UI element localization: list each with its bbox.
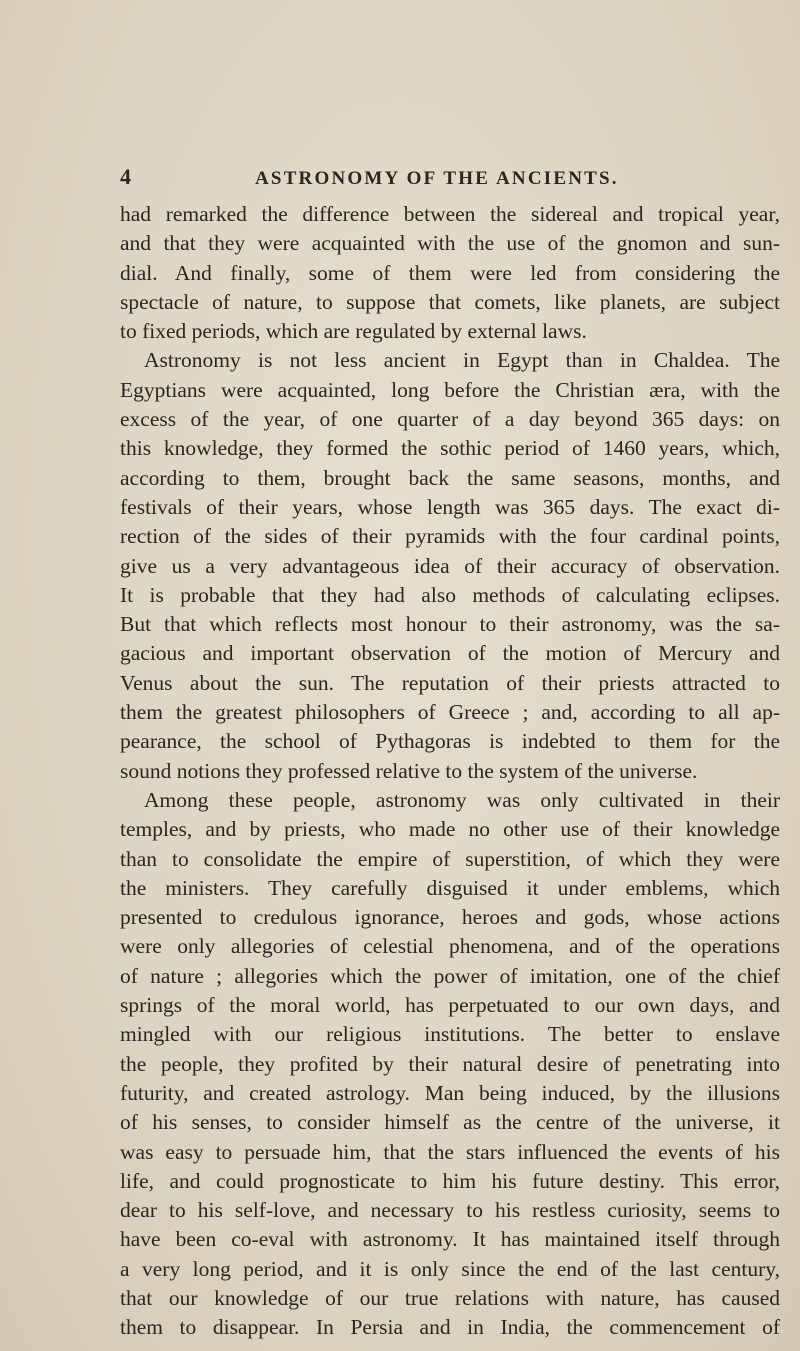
text-line: of his senses, to consider himself as the centre of the universe, it — [120, 1110, 780, 1135]
text-line: life, and could prognosticate to him his future destiny. This error, — [120, 1168, 780, 1193]
text-line: futurity, and created astrology. Man being induced, by the illusions — [120, 1080, 780, 1105]
text-line: But that which reflects most honour to their astronomy, was the sa- — [120, 612, 780, 637]
text-line: Venus about the sun. The reputation of their priests attracted to — [120, 670, 780, 695]
page-number: 4 — [120, 164, 131, 189]
text-line: have been co-eval with astronomy. It has maintained itself through — [120, 1227, 780, 1252]
text-line: Egyptians were acquainted, long before the Christian æra, with the — [120, 377, 780, 402]
text-line: were only allegories of celestial phenomena, and of the operations — [120, 934, 780, 959]
text-line: temples, and by priests, who made no other use of their knowledge — [120, 817, 780, 842]
text-line: Astronomy is not less ancient in Egypt than in Chaldea. The — [144, 348, 780, 373]
text-line: Among these people, astronomy was only cultivated in their — [144, 787, 780, 812]
text-line: the ministers. They carefully disguised it under emblems, which — [120, 875, 780, 900]
text-line: mingled with our religious institutions. The better to enslave — [120, 1022, 780, 1047]
text-line: give us a very advantageous idea of their accuracy of observation. — [120, 553, 780, 578]
text-line: was easy to persuade him, that the stars influenced the events of his — [120, 1139, 780, 1164]
text-line: that our knowledge of our true relations with nature, has caused — [120, 1285, 780, 1310]
text-line: spectacle of nature, to suppose that comets, like planets, are subject — [120, 289, 780, 314]
page-header — [120, 164, 780, 194]
text-line: than to consolidate the empire of superstition, of which they were — [120, 846, 780, 871]
text-line: them the greatest philosophers of Greece ; and, according to all ap- — [120, 700, 780, 725]
text-line: according to them, brought back the same seasons, months, and — [120, 465, 780, 490]
running-title: ASTRONOMY OF THE ANCIENTS. — [255, 168, 619, 189]
text-line: had remarked the difference between the sidereal and tropical year, — [120, 202, 780, 226]
text-line: this knowledge, they formed the sothic period of 1460 years, which, — [120, 436, 780, 461]
text-line: rection of the sides of their pyramids with the four cardinal points, — [120, 524, 780, 549]
text-line: springs of the moral world, has perpetuated to our own days, and — [120, 993, 780, 1018]
text-line: It is probable that they had also methods of calculating eclipses. — [120, 582, 780, 607]
text-line: a very long period, and it is only since the end of the last century, — [120, 1256, 780, 1281]
text-line: gacious and important observation of the motion of Mercury and — [120, 641, 780, 666]
text-line: and that they were acquainted with the use of the gnomon and sun- — [120, 231, 780, 256]
text-line: dial. And finally, some of them were led from considering the — [120, 260, 780, 285]
body-text — [120, 200, 780, 1343]
text-line: sound notions they professed relative to the system of the universe. — [120, 758, 698, 783]
text-line: presented to credulous ignorance, heroes and gods, whose actions — [120, 905, 780, 930]
text-line: the people, they profited by their natural desire of penetrating into — [120, 1051, 780, 1076]
text-line: dear to his self-love, and necessary to his restless curiosity, seems to — [120, 1198, 780, 1223]
text-line: pearance, the school of Pythagoras is indebted to them for the — [120, 729, 780, 754]
text-line: festivals of their years, whose length was 365 days. The exact di- — [120, 494, 780, 519]
text-line: excess of the year, of one quarter of a day beyond 365 days: on — [120, 407, 780, 432]
text-line: to fixed periods, which are regulated by external laws. — [120, 319, 587, 344]
text-line: them to disappear. In Persia and in India, the commencement of — [120, 1315, 780, 1340]
text-line: of nature ; allegories which the power of imitation, one of the chief — [120, 963, 780, 988]
